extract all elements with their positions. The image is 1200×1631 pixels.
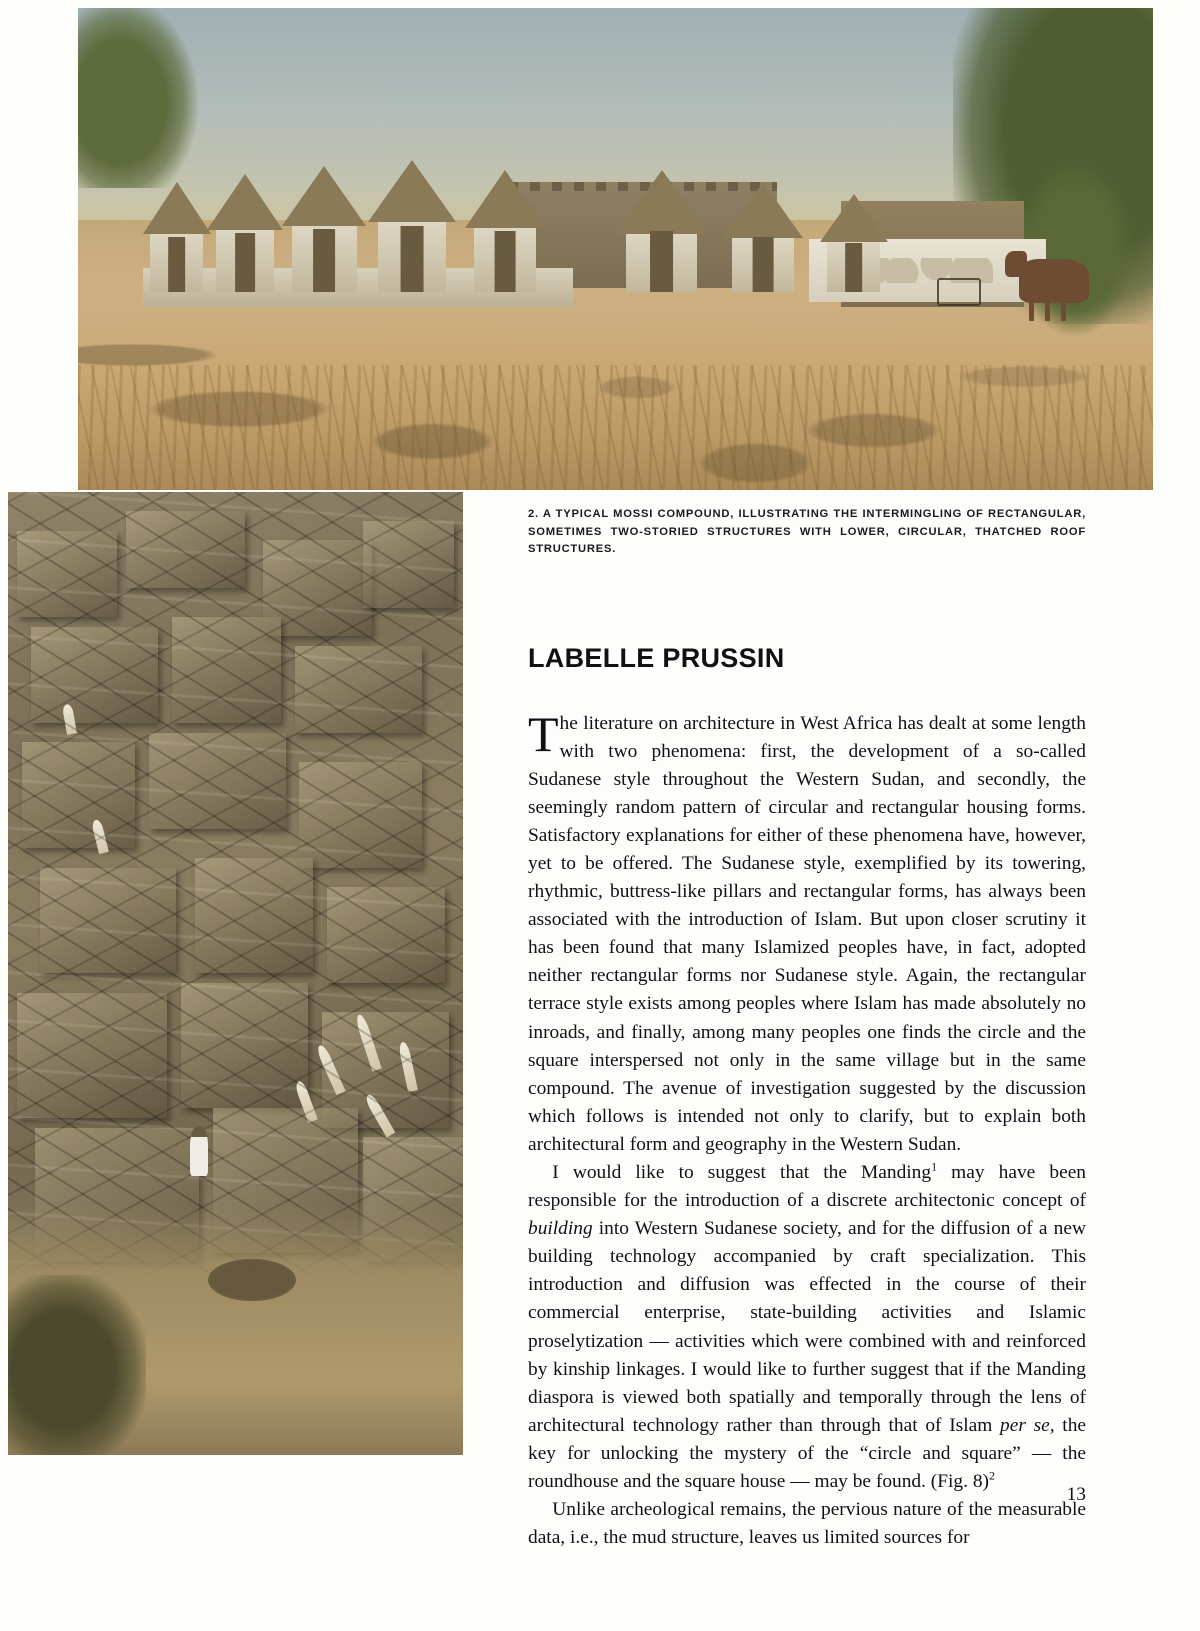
aerial-photo-tree — [8, 1275, 146, 1455]
drop-cap: T — [528, 705, 559, 762]
aerial-photo-threshing-circle — [208, 1259, 296, 1301]
paragraph-run: Unlike archeological remains, the pervious nature of the measurable data, i.e., the mud structure, leaves us limited sources for — [528, 1499, 1086, 1549]
paragraph-run: he literature on architecture in West Africa has dealt at some length with two phenomena: first, the development of a so-called Sudanese style throughout the Western Sudan, and secondly, the seemingly random pattern of circular and rectangular housing forms. Satisfactory explanations for either of these phenomena have, however, yet to be offered. The Sudanese style, exemplified by its towering, rhythmic, buttress-like pillars and rectangular forms, has always been associated with the introduction of Islam. But upon closer scrutiny it has been found that many Islamized peoples have, in fact, adopted neither rectangular forms nor Sudanese style. Again, the rectangular terrace style exists among peoples where Islam has made absolutely no inroads, and finally, among many peoples one finds the circle and the square interspersed not only in the same village but in the same compound. The avenue of investigation suggested by the discussion which follows is intended not only to clarify, but to explain both architectural form and geography in the Western Sudan. — [528, 712, 1086, 1155]
figure-2-caption: 2. A TYPICAL MOSSI COMPOUND, ILLUSTRATING THE INTERMINGLING OF RECTANGULAR, SOMETIMES TWO-STORIED STRUCTURES WITH LOWER, CIRCULAR, THATCHED ROOF STRUCTURES. — [528, 508, 1086, 555]
photo-bicycle — [937, 278, 981, 306]
photo-thatched-hut — [207, 174, 283, 292]
paragraph-run: the key for unlocking the mystery of the “circle and square” — the roundhouse and the square house — may be found. (Fig. 8) — [528, 1414, 1086, 1493]
footnote-marker-2: 2 — [988, 1468, 995, 1483]
body-paragraph-2 — [528, 1159, 1086, 1496]
page-number: 13 — [1066, 1484, 1086, 1505]
right-text-column — [528, 506, 1086, 1552]
photo-horse — [1019, 259, 1089, 303]
photo-thatched-hut — [368, 160, 456, 292]
paragraph-run-italic: building — [528, 1218, 593, 1240]
article-body — [528, 705, 1086, 1553]
footnote-marker-1: 1 — [931, 1159, 938, 1174]
paragraph-run-italic: per se, — [1000, 1414, 1055, 1436]
photo-thatched-hut — [143, 182, 211, 292]
photo-thatched-hut — [616, 170, 708, 292]
photo-thatched-hut — [723, 182, 803, 292]
photo-thatched-hut — [820, 194, 888, 292]
paragraph-run: I would like to suggest that the Manding — [552, 1162, 932, 1183]
photo-thatched-hut — [282, 166, 366, 292]
figure-2-photograph — [78, 8, 1153, 490]
paragraph-run: may have been responsible for the introduction of a discrete architectonic concept of — [528, 1162, 1086, 1212]
photo-tree-left — [78, 8, 198, 188]
photo-foreground-scrub — [78, 365, 1153, 490]
article-author-byline: LABELLE PRUSSIN — [528, 642, 785, 673]
photo-thatched-hut — [465, 170, 545, 292]
body-paragraph-1 — [528, 705, 1086, 1160]
aerial-village-photograph — [8, 492, 463, 1455]
aerial-photo-standing-figure — [190, 1126, 208, 1176]
paragraph-run: into Western Sudanese society, and for the diffusion of a new building technology accompanied by craft specialization. This introduction and diffusion was effected in the course of their commercial enterprise, state-building activities and Islamic proselytization — activities which were combined with and reinforced by kinship linkages. I would like to further suggest that if the Manding diaspora is viewed both spatially and temporally through the lens of architectural technology rather than through that of Islam — [528, 1218, 1086, 1436]
